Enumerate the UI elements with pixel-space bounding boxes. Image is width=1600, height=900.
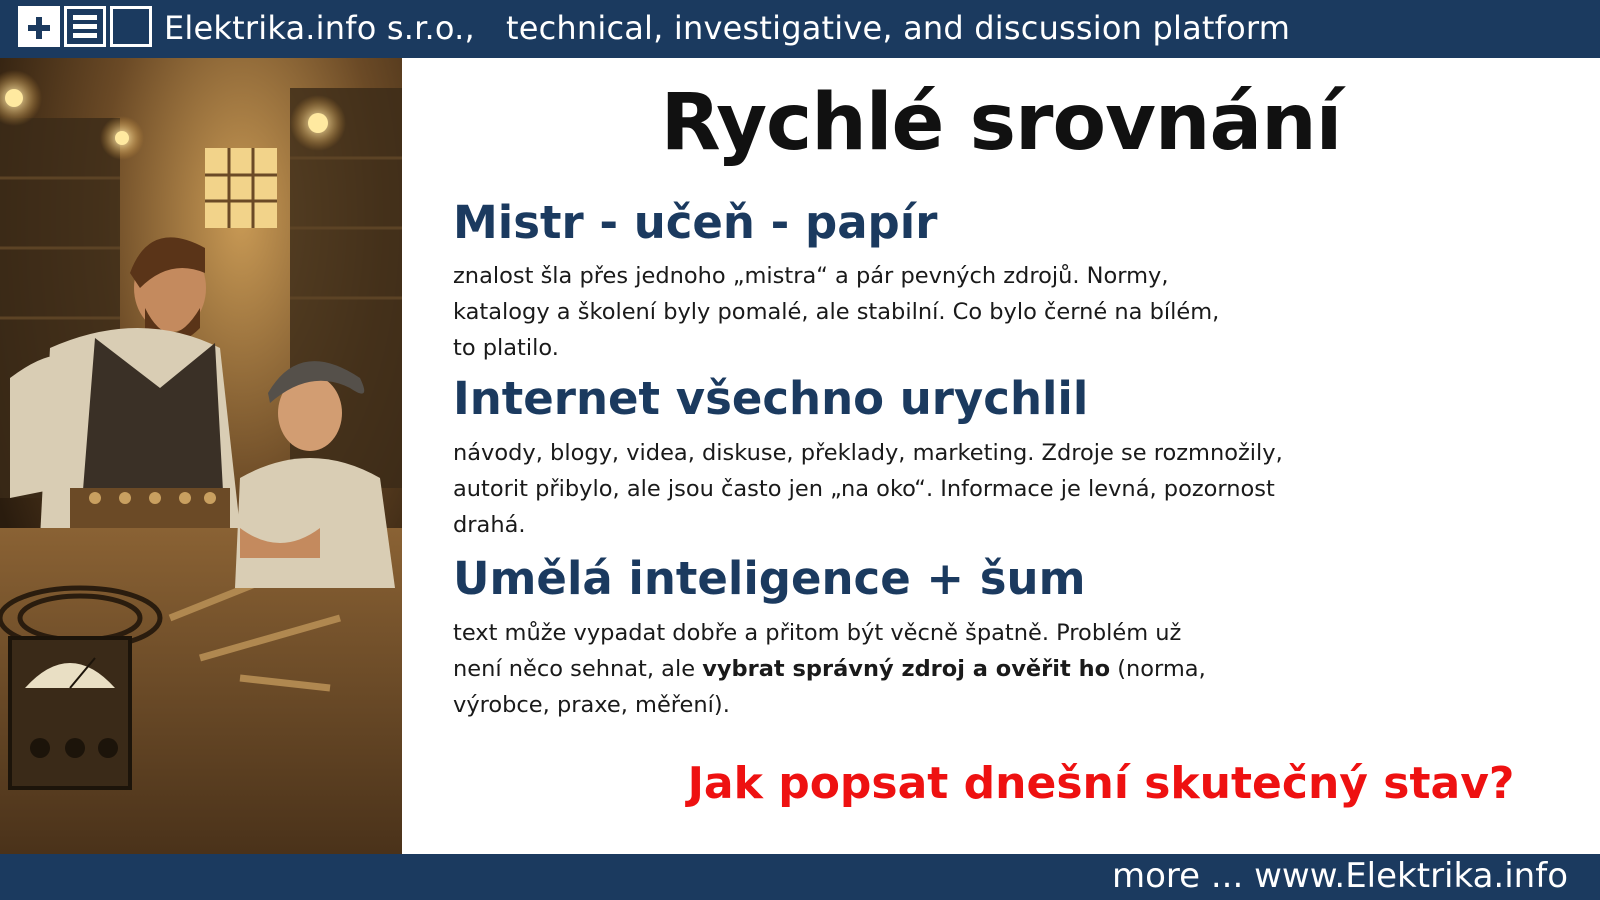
section-body-mistr xyxy=(453,258,1413,366)
body-line: text může vypadat dobře a přitom být věcně špatně. Problém už xyxy=(453,620,1182,646)
body-line-mixed xyxy=(453,651,1413,687)
body-bold-text: vybrat správný zdroj a ověřit ho xyxy=(702,656,1111,682)
section-body-ai xyxy=(453,615,1413,723)
body-line: katalogy a školení byly pomalé, ale stabilní. Co bylo černé na bílém, xyxy=(453,299,1220,325)
body-line: to platilo. xyxy=(453,335,559,361)
body-text: (norma, xyxy=(1110,656,1206,682)
body-line: znalost šla přes jednoho „mistra“ a pár pevných zdrojů. Normy, xyxy=(453,263,1169,289)
body-line: drahá. xyxy=(453,512,526,538)
logo-equals-icon xyxy=(64,6,106,47)
header-title: Elektrika.info s.r.o., technical, investigative, and discussion platform xyxy=(164,9,1291,47)
body-line: výrobce, praxe, měření). xyxy=(453,692,730,718)
section-heading-ai: Umělá inteligence + šum xyxy=(453,552,1086,605)
closing-question: Jak popsat dnešní skutečný stav? xyxy=(687,758,1515,809)
section-heading-internet: Internet všechno urychlil xyxy=(453,372,1089,425)
logo-square-icon xyxy=(110,6,152,47)
footer-website-link[interactable]: more ... www.Elektrika.info xyxy=(1111,856,1568,896)
section-body-internet xyxy=(453,435,1413,543)
body-line: autorit přibylo, ale jsou často jen „na oko“. Informace je levná, pozornost xyxy=(453,476,1275,502)
body-text: není něco sehnat, ale xyxy=(453,656,703,682)
header-bar xyxy=(0,0,1600,58)
workshop-illustration xyxy=(0,58,402,854)
page-title: Rychlé srovnání xyxy=(660,78,1342,168)
section-heading-mistr: Mistr - učeň - papír xyxy=(453,196,938,249)
logo-plus-icon xyxy=(18,6,60,47)
footer-bar xyxy=(0,854,1600,900)
elektrika-logo xyxy=(18,6,152,47)
body-line: návody, blogy, videa, diskuse, překlady, marketing. Zdroje se rozmnožily, xyxy=(453,440,1283,466)
